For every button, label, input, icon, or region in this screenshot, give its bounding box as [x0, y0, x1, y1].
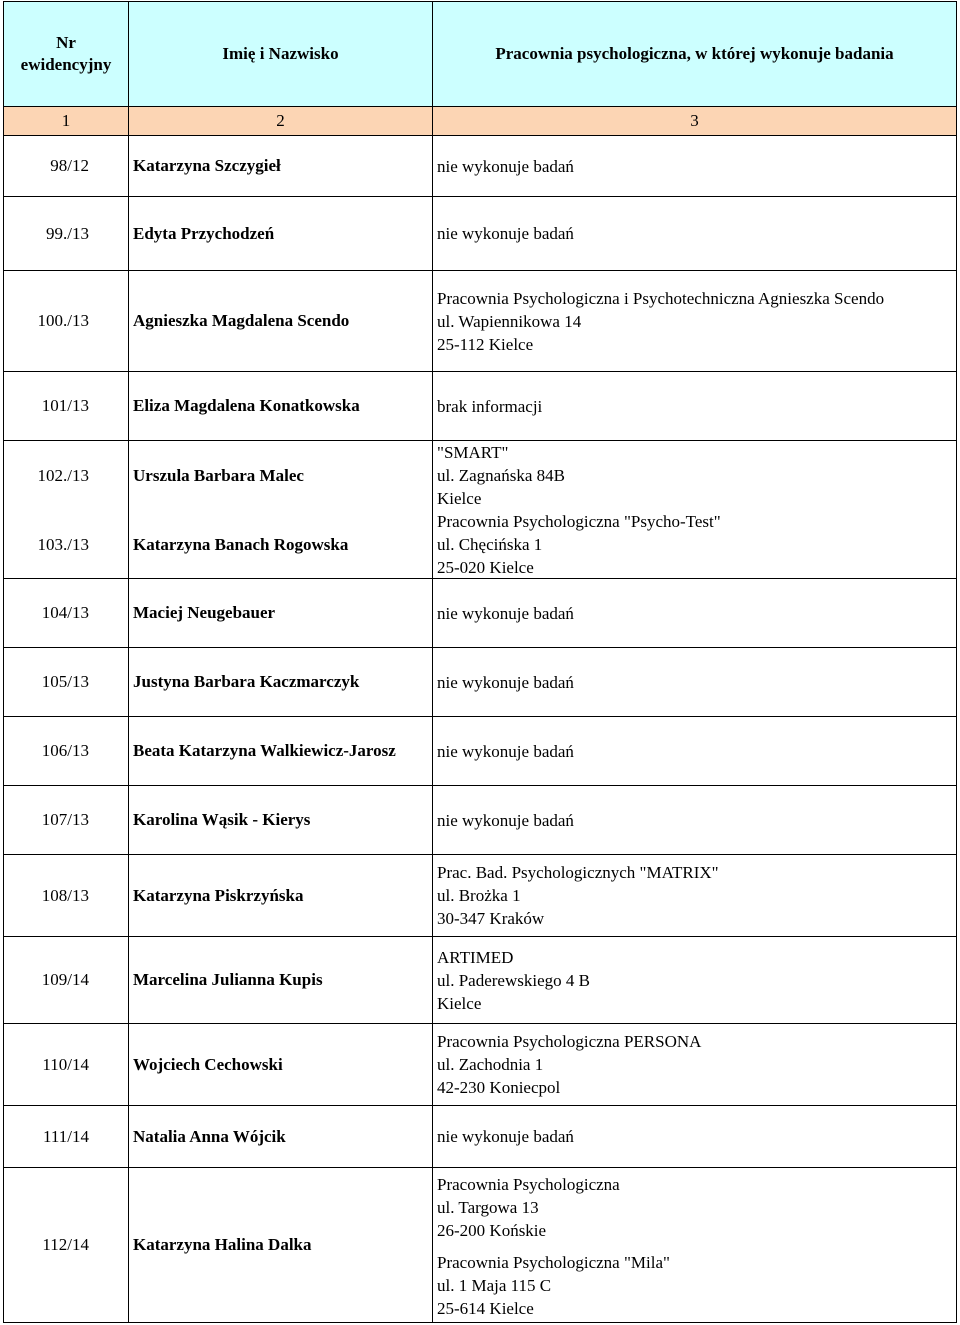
lab-block-b	[433, 1246, 956, 1324]
row-lab-merged	[432, 440, 957, 578]
row-nr-text: 108/13	[41, 885, 89, 905]
row-name	[128, 785, 432, 854]
row-name-text: Wojciech Cechowski	[133, 1054, 283, 1074]
row-nr-text: 102./13	[37, 465, 89, 485]
lab-line: ul. Paderewskiego 4 B	[437, 970, 590, 990]
row-nr-text: 104/13	[41, 603, 89, 622]
row-name-text: Eliza Magdalena Konatkowska	[133, 396, 360, 415]
row-lab	[432, 936, 957, 1023]
row-name	[129, 441, 432, 510]
table-row	[3, 371, 957, 440]
column-number-1	[3, 106, 128, 135]
column-number-text: 2	[276, 111, 285, 130]
row-name-text: Agnieszka Magdalena Scendo	[133, 311, 350, 330]
lab-line: Pracownia Psychologiczna "Psycho-Test"	[437, 511, 721, 531]
row-lab	[432, 578, 957, 647]
row-nr	[3, 1167, 128, 1323]
row-name-text: Edyta Przychodzeń	[133, 223, 275, 243]
lab-line: Kielce	[437, 488, 482, 508]
table-row	[3, 270, 957, 371]
row-name-text: Katarzyna Piskrzyńska	[133, 885, 304, 905]
row-lab	[432, 135, 957, 196]
lab-line: Kielce	[437, 993, 482, 1013]
row-nr-text: 107/13	[41, 810, 89, 829]
lab-line: "SMART"	[437, 442, 509, 462]
row-nr	[4, 510, 128, 579]
lab-line: 26-200 Końskie	[437, 1220, 547, 1240]
row-lab	[432, 1023, 957, 1105]
row-name	[128, 1167, 432, 1323]
row-name	[128, 716, 432, 785]
row-nr	[3, 270, 128, 371]
table-row	[3, 1023, 957, 1105]
row-nr-text: 103./13	[37, 534, 89, 554]
table-header	[3, 1, 957, 106]
table-row	[3, 1167, 957, 1323]
lab-line: nie wykonuje badań	[437, 741, 574, 761]
row-lab	[432, 647, 957, 716]
row-lab	[432, 716, 957, 785]
lab-line: Pracownia Psychologiczna i Psychotechniczna Agnieszka Scendo	[437, 288, 885, 308]
row-name-text: Karolina Wąsik - Kierys	[133, 810, 311, 829]
table-row	[3, 716, 957, 785]
lab-line: ul. Zagnańska 84B	[437, 465, 565, 485]
row-nr-text: 106/13	[41, 741, 89, 760]
header-lab-text: Pracownia psychologiczna, w której wykonuje badania	[495, 44, 894, 63]
lab-line: ul. Targowa 13	[437, 1197, 539, 1217]
column-number-2	[128, 106, 432, 135]
lab-line: ul. 1 Maja 115 C	[437, 1275, 552, 1295]
header-name-text: Imię i Nazwisko	[222, 44, 339, 63]
row-nr	[3, 1105, 128, 1167]
table-row-group	[3, 440, 957, 578]
row-nr-text: 109/14	[41, 970, 89, 989]
header-name	[128, 1, 432, 106]
header-nr	[3, 1, 128, 106]
row-nr-group	[3, 440, 128, 578]
row-nr	[3, 135, 128, 196]
row-name	[128, 578, 432, 647]
column-number-3	[432, 106, 957, 135]
row-name-text: Katarzyna Banach Rogowska	[133, 534, 349, 554]
lab-line: Pracownia Psychologiczna PERSONA	[437, 1032, 702, 1051]
row-lab	[432, 371, 957, 440]
lab-line: nie wykonuje badań	[437, 810, 574, 830]
lab-line: nie wykonuje badań	[437, 603, 574, 623]
lab-line: nie wykonuje badań	[437, 224, 574, 243]
lab-line: 25-112 Kielce	[437, 334, 534, 354]
row-name-text: Natalia Anna Wójcik	[133, 1126, 286, 1146]
column-number-text: 3	[690, 111, 699, 130]
row-name-text: Katarzyna Szczygieł	[133, 156, 281, 175]
registry-table	[3, 1, 957, 1323]
row-name	[128, 936, 432, 1023]
header-nr-line2: ewidencyjny	[20, 55, 112, 74]
row-nr	[3, 647, 128, 716]
lab-line: brak informacji	[437, 396, 543, 416]
table-row	[3, 936, 957, 1023]
row-lab	[432, 270, 957, 371]
lab-line: 25-614 Kielce	[437, 1298, 534, 1318]
row-nr-text: 110/14	[42, 1054, 89, 1074]
lab-line: nie wykonuje badań	[437, 672, 574, 692]
row-name	[128, 854, 432, 936]
row-name-text: Beata Katarzyna Walkiewicz-Jarosz	[133, 741, 396, 760]
row-name	[128, 135, 432, 196]
lab-line: ul. Wapiennikowa 14	[437, 311, 582, 331]
row-lab	[432, 1105, 957, 1167]
row-lab	[432, 196, 957, 270]
column-number-text: 1	[61, 111, 71, 130]
table-row	[3, 854, 957, 936]
lab-line: 42-230 Koniecpol	[437, 1078, 561, 1097]
row-nr-text: 99./13	[46, 223, 89, 243]
table-row	[3, 578, 957, 647]
row-lab	[432, 785, 957, 854]
table-row	[3, 196, 957, 270]
header-lab	[432, 1, 957, 106]
lab-line: 30-347 Kraków	[437, 909, 545, 928]
lab-line: ul. Zachodnia 1	[437, 1055, 544, 1074]
row-nr	[3, 371, 128, 440]
lab-line: nie wykonuje badań	[437, 1127, 574, 1146]
row-nr	[3, 785, 128, 854]
row-name	[128, 270, 432, 371]
row-nr	[3, 716, 128, 785]
lab-block-a	[433, 1168, 956, 1246]
row-nr-text: 105/13	[41, 672, 89, 691]
lab-line: 25-020 Kielce	[437, 557, 534, 577]
row-nr	[3, 196, 128, 270]
lab-line: ul. Brożka 1	[437, 886, 521, 905]
table-row	[3, 785, 957, 854]
row-nr	[3, 1023, 128, 1105]
row-name-text: Marcelina Julianna Kupis	[133, 970, 323, 989]
row-name-text: Katarzyna Halina Dalka	[133, 1235, 312, 1254]
lab-line: ul. Chęcińska 1	[437, 534, 543, 554]
table-row	[3, 1105, 957, 1167]
row-name-text: Maciej Neugebauer	[133, 603, 276, 622]
row-lab	[432, 854, 957, 936]
row-name	[129, 510, 432, 579]
row-name	[128, 1023, 432, 1105]
table-row	[3, 647, 957, 716]
lab-line: nie wykonuje badań	[437, 156, 574, 176]
row-nr	[3, 854, 128, 936]
lab-line: ARTIMED	[437, 947, 514, 967]
row-nr-text: 112/14	[42, 1235, 89, 1254]
header-nr-line1: Nr	[56, 33, 76, 52]
row-nr-text: 101/13	[41, 396, 89, 415]
row-lab	[432, 1167, 957, 1323]
column-number-row	[3, 106, 957, 135]
row-nr	[3, 578, 128, 647]
row-nr-text: 111/14	[43, 1126, 89, 1146]
row-name	[128, 647, 432, 716]
lab-line: Pracownia Psychologiczna "Mila"	[437, 1252, 670, 1272]
lab-line: Pracownia Psychologiczna	[437, 1174, 620, 1194]
row-nr	[3, 936, 128, 1023]
row-nr-text: 98/12	[50, 156, 89, 175]
row-name-text: Justyna Barbara Kaczmarczyk	[133, 672, 360, 691]
row-name	[128, 196, 432, 270]
lab-line: Prac. Bad. Psychologicznych "MATRIX"	[437, 863, 719, 882]
row-name	[128, 371, 432, 440]
row-name	[128, 1105, 432, 1167]
row-nr	[4, 441, 128, 510]
row-name-text: Urszula Barbara Malec	[133, 465, 304, 485]
table-row	[3, 135, 957, 196]
row-nr-text: 100./13	[37, 311, 89, 330]
row-name-group	[128, 440, 432, 578]
